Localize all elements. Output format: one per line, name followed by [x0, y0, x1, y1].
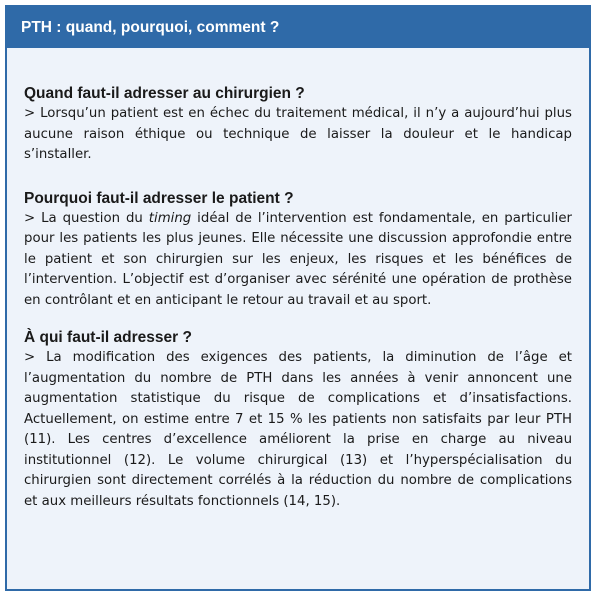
box-title: PTH : quand, pourquoi, comment ? [7, 7, 589, 48]
body-text-emphasis: timing [148, 210, 192, 226]
section-heading: Quand faut-il adresser au chirurgien ? [24, 85, 305, 102]
section-quand [24, 84, 572, 166]
section-a-qui [24, 328, 572, 512]
info-box [5, 5, 591, 591]
section-pourquoi [24, 189, 572, 312]
body-text-end: idéal de l’intervention est fondamentale, en particulier pour les patients les plus jeunes. Elle nécessite une discussion approfondie entre le patient et son chirurgien sur les enjeux, les risques et les bénéfices de l’intervention. L’objectif est d’organiser avec sérénité une opération de prothèse en contrôlant et en anticipant le retour au travail et au sport. [24, 210, 572, 308]
section-body: > La modification des exigences des patients, la diminution de l’âge et l’augmentation du nombre de PTH dans les années à venir annoncent une augmentation statistique du risque de complications et d’insatisfactions. Actuellement, on estime entre 7 et 15 % les patients non satisfaits par leur PTH (11). Les centres d’excellence améliorent la prise en charge au niveau institutionnel (12). Le volume chirurgical (13) et l’hyperspécialisation du chirurgien sont directement corrélés à la réduction du nombre de complications et aux meilleurs résultats fonctionnels (14, 15). [24, 350, 572, 509]
section-heading: À qui faut-il adresser ? [24, 329, 192, 346]
section-body: > Lorsqu’un patient est en échec du traitement médical, il n’y a aujourd’hui plus aucune raison éthique ou technique de laisser la douleur et le handicap s’installer. [24, 106, 572, 162]
box-content [7, 84, 589, 512]
body-text-start: > La question du [24, 210, 149, 226]
section-body [24, 209, 572, 312]
section-heading: Pourquoi faut-il adresser le patient ? [24, 189, 294, 207]
